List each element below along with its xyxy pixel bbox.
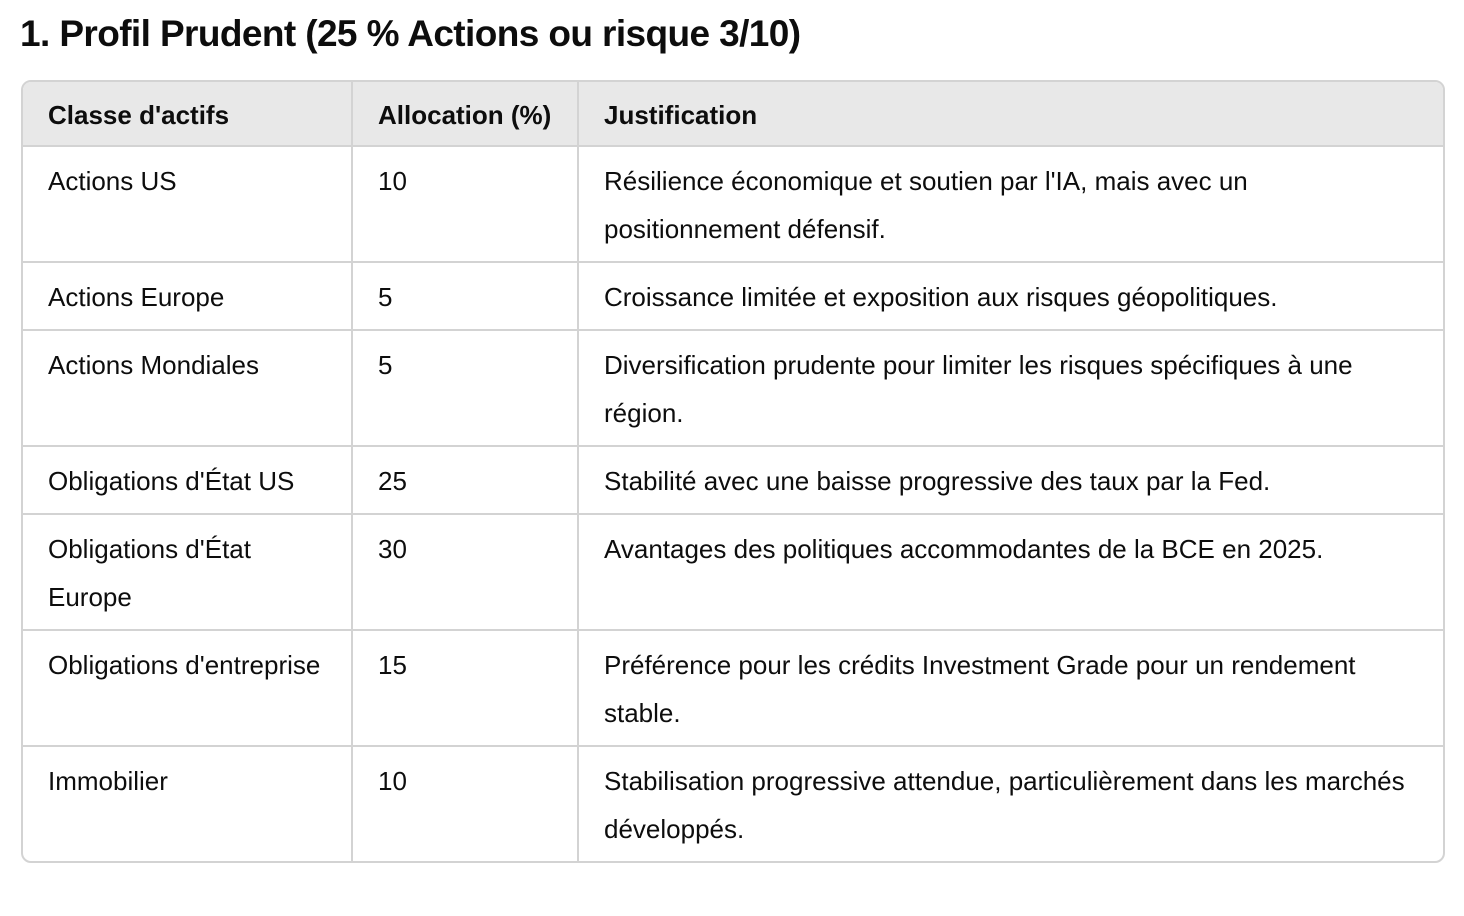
cell-justification: Avantages des politiques accommodantes de la BCE en 2025.: [578, 514, 1443, 630]
cell-allocation: 10: [352, 746, 578, 861]
table-row: [23, 262, 1443, 330]
cell-justification: Résilience économique et soutien par l'IA, mais avec un positionnement défensif.: [578, 146, 1443, 262]
cell-asset-class: Actions US: [23, 146, 352, 262]
cell-asset-class: Actions Mondiales: [23, 330, 352, 446]
table-row: [23, 630, 1443, 746]
cell-asset-class: Immobilier: [23, 746, 352, 861]
table-row: [23, 514, 1443, 630]
cell-justification: Croissance limitée et exposition aux risques géopolitiques.: [578, 262, 1443, 330]
cell-allocation: 5: [352, 330, 578, 446]
cell-justification: Stabilité avec une baisse progressive des taux par la Fed.: [578, 446, 1443, 514]
table-row: [23, 446, 1443, 514]
allocation-table-container: [21, 80, 1445, 863]
header-allocation: Allocation (%): [352, 82, 578, 146]
cell-allocation: 5: [352, 262, 578, 330]
cell-allocation: 15: [352, 630, 578, 746]
section-title: 1. Profil Prudent (25 % Actions ou risque 3/10): [20, 13, 801, 54]
cell-allocation: 25: [352, 446, 578, 514]
cell-allocation: 30: [352, 514, 578, 630]
cell-allocation: 10: [352, 146, 578, 262]
cell-asset-class: Actions Europe: [23, 262, 352, 330]
cell-asset-class: Obligations d'entreprise: [23, 630, 352, 746]
cell-asset-class: Obligations d'État Europe: [23, 514, 352, 630]
cell-justification: Stabilisation progressive attendue, particulièrement dans les marchés développés.: [604, 766, 1405, 844]
cell-justification: Diversification prudente pour limiter les risques spécifiques à une région.: [578, 330, 1443, 446]
header-asset-class: Classe d'actifs: [23, 82, 352, 146]
table-row: [23, 330, 1443, 446]
header-justification: Justification: [578, 82, 1443, 146]
allocation-table: [23, 82, 1443, 861]
cell-asset-class: Obligations d'État US: [23, 446, 352, 514]
cell-justification: Préférence pour les crédits Investment Grade pour un rendement stable.: [578, 630, 1443, 746]
table-header-row: [23, 82, 1443, 146]
table-row: [23, 746, 1443, 861]
table-row: [23, 146, 1443, 262]
